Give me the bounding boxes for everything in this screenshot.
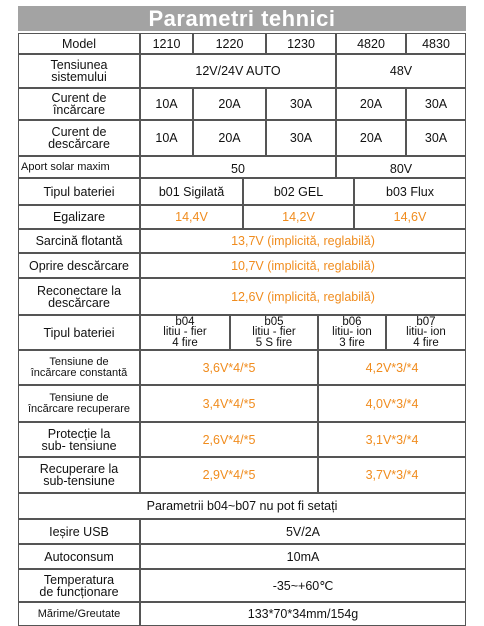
battery-type-value: b01 Sigilată xyxy=(140,178,243,205)
undervoltage-protection-value: 3,1V*3/*4 xyxy=(318,422,466,457)
model-value: 1210 xyxy=(140,33,193,54)
page-title: Parametri tehnici xyxy=(18,6,466,31)
model-value: 1220 xyxy=(193,33,266,54)
charge-current-value: 30A xyxy=(266,88,336,120)
discharge-reconnect-label: Reconectare la descărcare xyxy=(18,278,140,315)
usb-output-label: Ieșire USB xyxy=(18,519,140,544)
size-weight-label: Mărime/Greutate xyxy=(18,602,140,626)
equalize-value: 14,6V xyxy=(354,205,466,229)
undervoltage-protection-label: Protecție la sub- tensiune xyxy=(18,422,140,457)
equalize-label: Egalizare xyxy=(18,205,140,229)
recovery-charge-voltage-value: 4,0V*3/*4 xyxy=(318,385,466,422)
system-voltage-48: 48V xyxy=(336,54,466,88)
discharge-current-value: 30A xyxy=(266,120,336,156)
charge-current-label: Curent de încărcare xyxy=(18,88,140,120)
discharge-stop-label: Oprire descărcare xyxy=(18,253,140,278)
undervoltage-recovery-label: Recuperare la sub-tensiune xyxy=(18,457,140,493)
battery-type-value: b02 GEL xyxy=(243,178,354,205)
lithium-battery-type-value: b07 litiu- ion 4 fire xyxy=(386,315,466,350)
lithium-battery-type-value: b06 litiu- ion 3 fire xyxy=(318,315,386,350)
discharge-current-value: 30A xyxy=(406,120,466,156)
self-consumption-value: 10mA xyxy=(140,544,466,569)
model-value: 4820 xyxy=(336,33,406,54)
lithium-battery-type-value: b05 litiu - fier 5 S fire xyxy=(230,315,318,350)
float-charge-value: 13,7V (implicită, reglabilă) xyxy=(140,229,466,253)
usb-output-value: 5V/2A xyxy=(140,519,466,544)
undervoltage-protection-value: 2,6V*4/*5 xyxy=(140,422,318,457)
constant-charge-voltage-value: 4,2V*3/*4 xyxy=(318,350,466,385)
charge-current-value: 20A xyxy=(193,88,266,120)
model-value: 4830 xyxy=(406,33,466,54)
model-label: Model xyxy=(18,33,140,54)
discharge-current-value: 20A xyxy=(193,120,266,156)
constant-charge-voltage-value: 3,6V*4/*5 xyxy=(140,350,318,385)
float-charge-label: Sarcină flotantă xyxy=(18,229,140,253)
operating-temperature-value: -35~+60℃ xyxy=(140,569,466,602)
discharge-current-label: Curent de descărcare xyxy=(18,120,140,156)
solar-input-label: Aport solar maxim xyxy=(18,156,140,178)
charge-current-value: 20A xyxy=(336,88,406,120)
lithium-battery-type-value: b04 litiu - fier 4 fire xyxy=(140,315,230,350)
constant-charge-voltage-label: Tensiune de încărcare constantă xyxy=(18,350,140,385)
recovery-charge-voltage-value: 3,4V*4/*5 xyxy=(140,385,318,422)
battery-type-label: Tipul bateriei xyxy=(18,178,140,205)
system-voltage-label: Tensiunea sistemului xyxy=(18,54,140,88)
discharge-stop-value: 10,7V (implicită, reglabilă) xyxy=(140,253,466,278)
solar-input-value-1: 50 xyxy=(140,156,336,178)
undervoltage-recovery-value: 2,9V*4/*5 xyxy=(140,457,318,493)
lithium-battery-type-label: Tipul bateriei xyxy=(18,315,140,350)
equalize-value: 14,4V xyxy=(140,205,243,229)
lithium-settings-note: Parametrii b04~b07 nu pot fi setați xyxy=(18,493,466,519)
self-consumption-label: Autoconsum xyxy=(18,544,140,569)
charge-current-value: 30A xyxy=(406,88,466,120)
solar-input-value-2: 80V xyxy=(336,156,466,178)
charge-current-value: 10A xyxy=(140,88,193,120)
operating-temperature-label: Temperatura de funcționare xyxy=(18,569,140,602)
equalize-value: 14,2V xyxy=(243,205,354,229)
discharge-current-value: 20A xyxy=(336,120,406,156)
discharge-current-value: 10A xyxy=(140,120,193,156)
system-voltage-12-24: 12V/24V AUTO xyxy=(140,54,336,88)
undervoltage-recovery-value: 3,7V*3/*4 xyxy=(318,457,466,493)
discharge-reconnect-value: 12,6V (implicită, reglabilă) xyxy=(140,278,466,315)
size-weight-value: 133*70*34mm/154g xyxy=(140,602,466,626)
recovery-charge-voltage-label: Tensiune de încărcare recuperare xyxy=(18,385,140,422)
model-value: 1230 xyxy=(266,33,336,54)
battery-type-value: b03 Flux xyxy=(354,178,466,205)
